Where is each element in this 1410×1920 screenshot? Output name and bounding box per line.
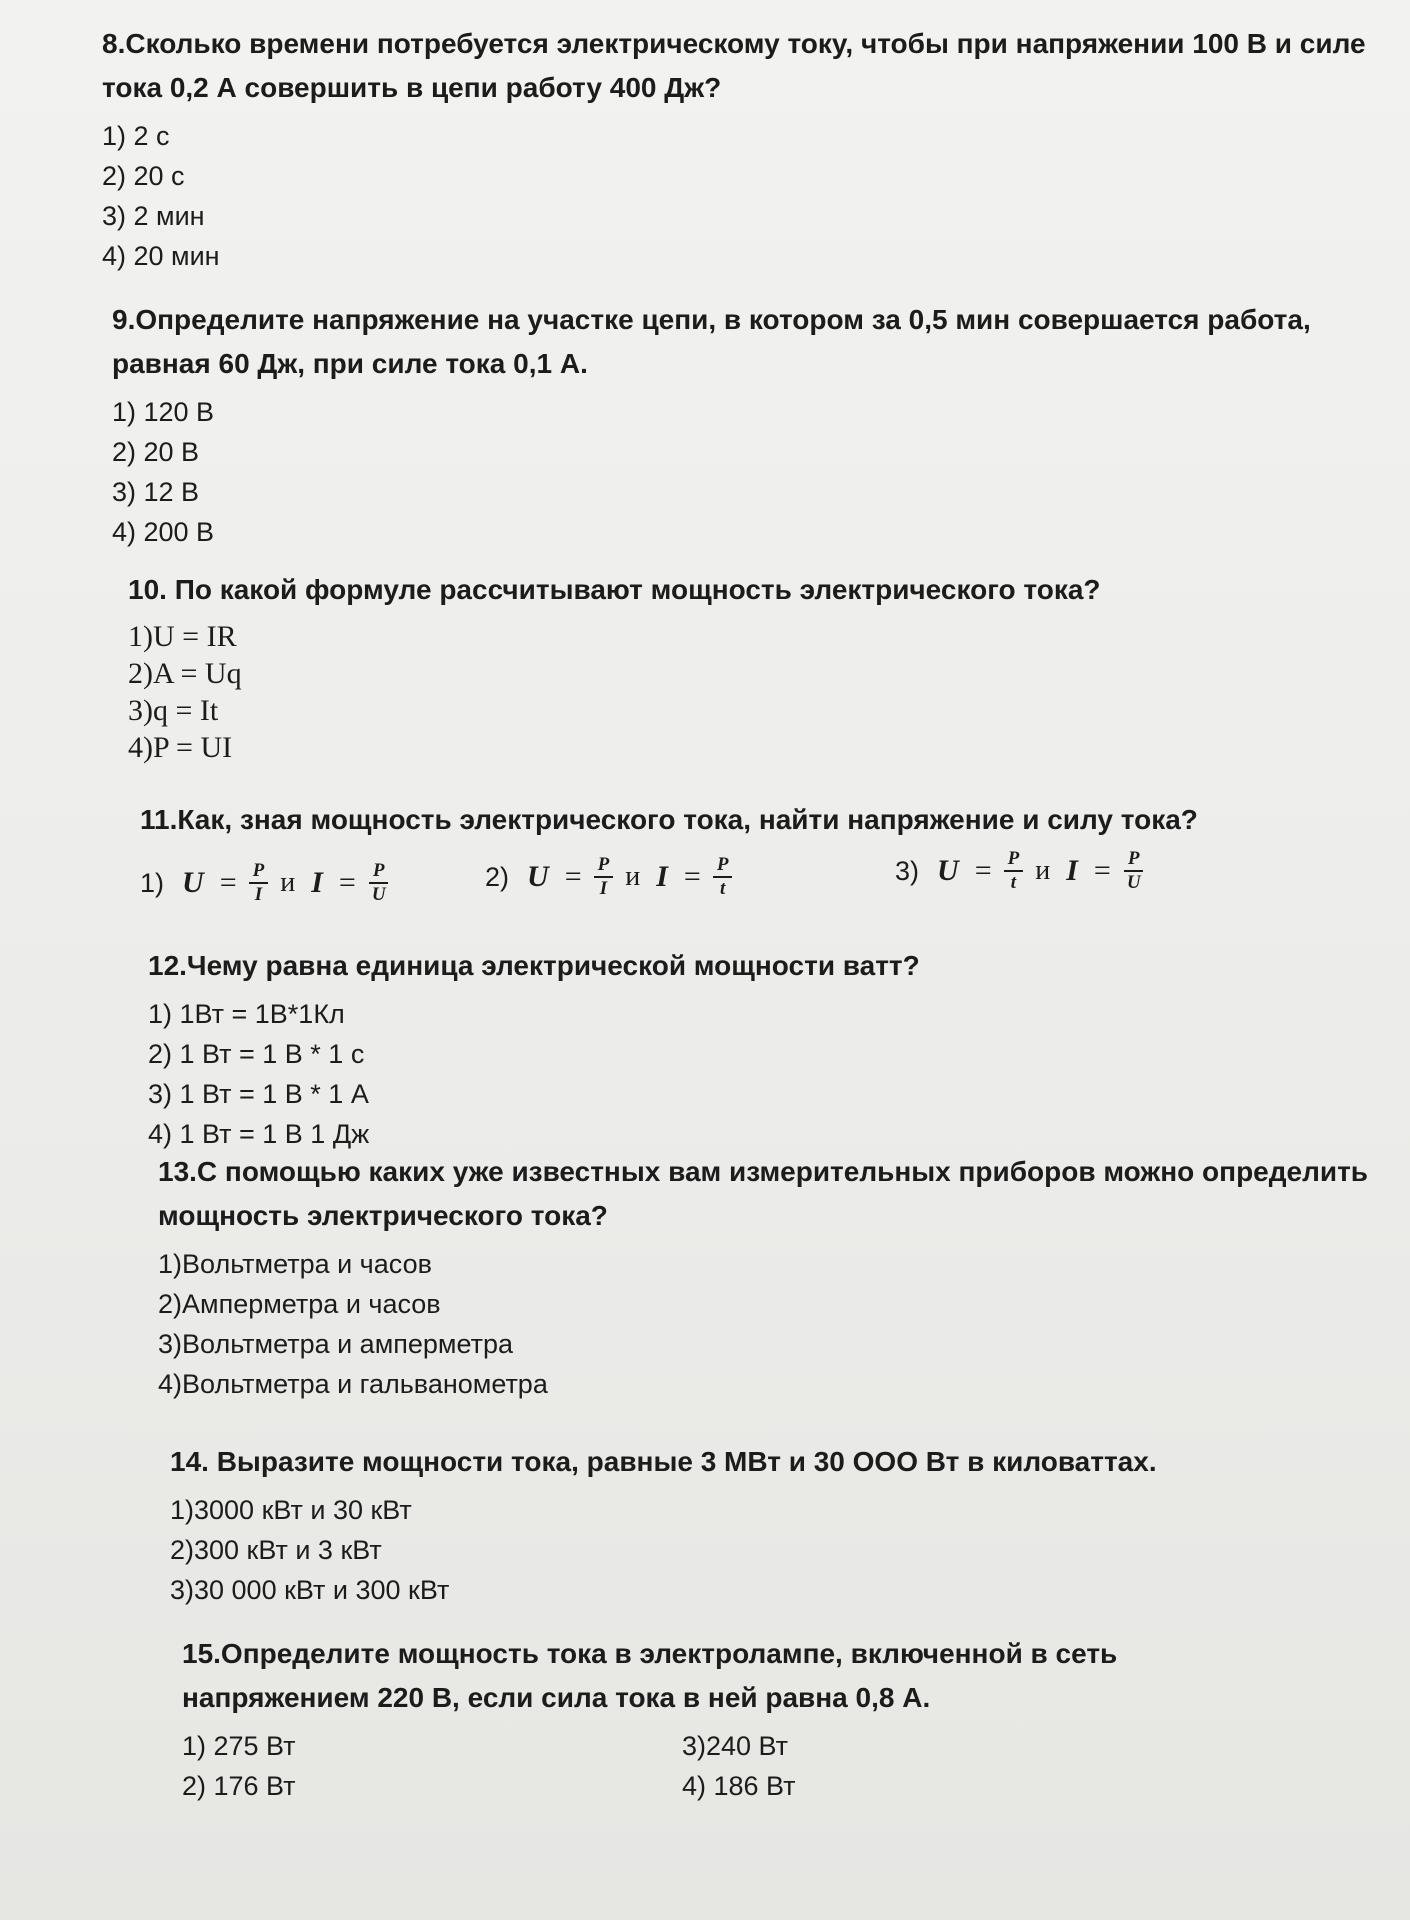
answer-option: 4) 1 Вт = 1 В 1 Дж: [148, 1119, 370, 1149]
fraction: $\frac{P}{t}$: [1004, 848, 1024, 894]
answer-option: 3)q = It: [128, 694, 219, 727]
answer-option: 1)Вольтметра и часов: [158, 1249, 432, 1279]
answer-option: 2)Амперметра и часов: [158, 1289, 441, 1319]
question-9: [112, 298, 1362, 552]
answer-option: 3)Вольтметра и амперметра: [158, 1329, 513, 1359]
question-10: [128, 568, 1328, 766]
answer-option: 1)3000 кВт и 30 кВт: [170, 1495, 412, 1525]
question-text: 8.Сколько времени потребуется электрическому току, чтобы при напряжении 100 В и силе тока 0,2 А совершить в цепи работу 400 Дж?: [102, 28, 1366, 103]
question-14: [170, 1440, 1370, 1610]
answer-row: [182, 1766, 1122, 1806]
question-15: [182, 1632, 1122, 1806]
fraction: $\frac{P}{I}$: [249, 860, 269, 906]
answer-option: 2)300 кВт и 3 кВт: [170, 1535, 382, 1565]
answer-option: 3) 2 мин: [102, 201, 205, 231]
answer-option: 3) 1 Вт = 1 В * 1 А: [148, 1079, 369, 1109]
question-text: 15.Определите мощность тока в электролампе, включенной в сеть напряжением 220 В, если сила тока в ней равна 0,8 А.: [182, 1638, 1118, 1713]
formula-option-1: 1) U = $\frac{P}{I}$ и I = $\frac{P}{U}$: [140, 848, 394, 918]
question-13: [158, 1150, 1388, 1404]
answer-option: 4) 20 мин: [102, 241, 220, 271]
question-text: 14. Выразите мощности тока, равные 3 МВт и 30 ООО Вт в киловаттах.: [170, 1446, 1157, 1477]
question-text: 10. По какой формуле рассчитывают мощность электрического тока?: [128, 574, 1101, 605]
answer-row: [182, 1726, 1122, 1766]
answer-option: 4) 200 В: [112, 517, 215, 547]
question-text: 12.Чему равна единица электрической мощности ватт?: [148, 950, 920, 981]
fraction: $\frac{P}{t}$: [713, 854, 733, 900]
answer-option: 1)U = IR: [128, 620, 237, 653]
formula-option-2: 2) U = $\frac{P}{I}$ и I = $\frac{P}{t}$: [485, 842, 736, 912]
fraction: $\frac{P}{U}$: [368, 860, 390, 906]
answer-option: 2) 1 Вт = 1 В * 1 с: [148, 1039, 365, 1069]
answer-option: 1) 275 Вт: [182, 1731, 296, 1761]
answer-option: 2)A = Uq: [128, 657, 242, 690]
question-11: [140, 798, 1360, 918]
answer-option: 2) 20 с: [102, 161, 185, 191]
answer-option: 4) 186 Вт: [682, 1771, 796, 1801]
answer-option: 1) 120 В: [112, 397, 215, 427]
answer-option: 3)240 Вт: [682, 1731, 789, 1761]
answer-option: 4)P = UI: [128, 731, 233, 764]
formula-option-3: 3) U = $\frac{P}{t}$ и I = $\frac{P}{U}$: [895, 836, 1149, 906]
question-text: 9.Определите напряжение на участке цепи, в котором за 0,5 мин совершается работа, равная 60 Дж, при силе тока 0,1 А.: [112, 304, 1311, 379]
answer-option: 1) 2 с: [102, 121, 170, 151]
answer-option: 3) 12 В: [112, 477, 200, 507]
answer-option: 1) 1Вт = 1В*1Кл: [148, 999, 345, 1029]
answer-option: 4)Вольтметра и гальванометра: [158, 1369, 548, 1399]
question-text: 13.С помощью каких уже известных вам измерительных приборов можно определить мощность электрического тока?: [158, 1156, 1369, 1231]
formula-options: [140, 848, 1360, 918]
answer-option: 2) 20 В: [112, 437, 200, 467]
answer-option: 3)30 000 кВт и 300 кВт: [170, 1575, 450, 1605]
answer-option: 2) 176 Вт: [182, 1771, 296, 1801]
question-text: 11.Как, зная мощность электрического тока, найти напряжение и силу тока?: [140, 804, 1198, 835]
fraction: $\frac{P}{I}$: [594, 854, 614, 900]
fraction: $\frac{P}{U}$: [1123, 848, 1145, 894]
question-8: [102, 22, 1392, 276]
question-12: [148, 944, 1348, 1154]
